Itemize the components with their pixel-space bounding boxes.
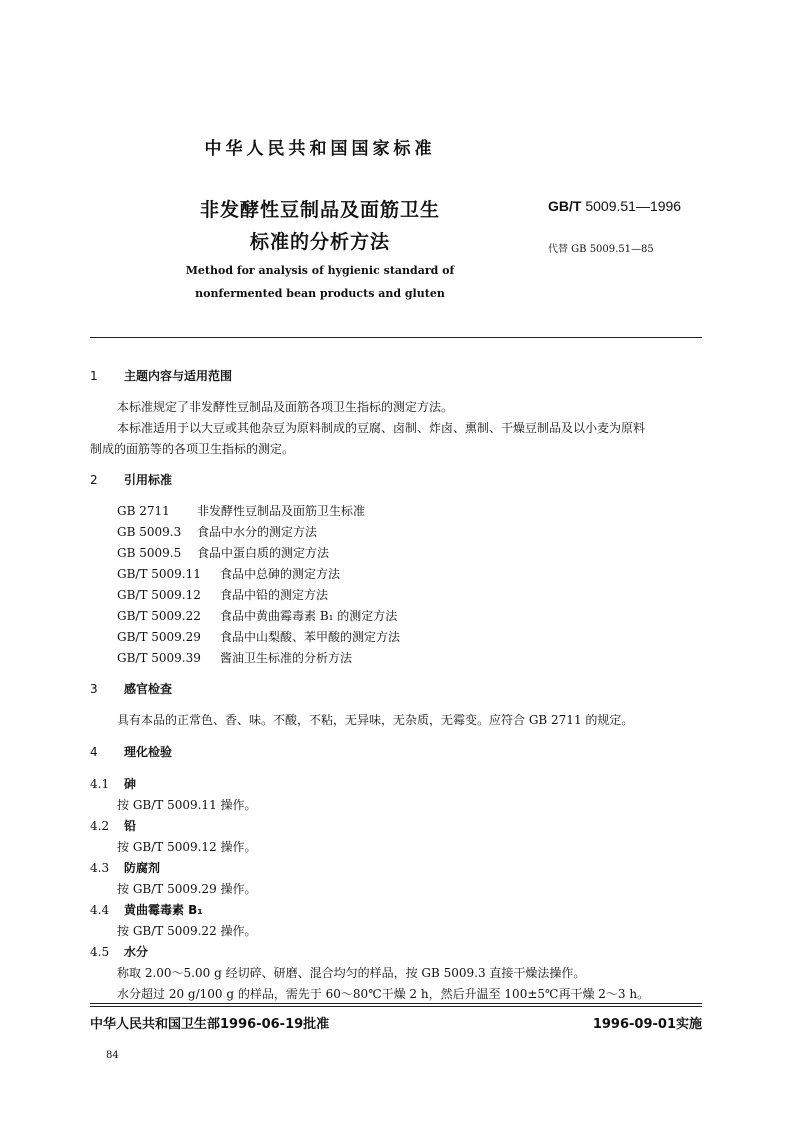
section-1-para-2-line-1: 本标准适用于以大豆或其他杂豆为原料制成的豆腐、卤制、炸卤、熏制、干燥豆制品及以小麦为原料 <box>117 421 646 435</box>
reference-name: 酱油卫生标准的分析方法 <box>220 651 353 665</box>
footer-divider <box>90 1003 702 1004</box>
subsection-label: 防腐剂 <box>124 861 161 875</box>
reference-name: 食品中蛋白质的测定方法 <box>197 546 330 560</box>
subsection-label: 水分 <box>124 945 149 959</box>
page-number: 84 <box>106 1050 119 1061</box>
reference-code: GB 5009.5 <box>117 546 182 560</box>
subsection-label: 砷 <box>124 777 137 791</box>
subsection-number: 4.2 <box>90 819 110 833</box>
reference-name: 非发酵性豆制品及面筋卫生标准 <box>197 504 366 518</box>
reference-code: GB/T 5009.29 <box>117 630 201 644</box>
moisture-method-line-1: 称取 2.00～5.00 g 经切碎、研磨、混合均匀的样品，按 GB 5009.3 直接干燥法操作。 <box>117 966 586 980</box>
reference-name: 食品中水分的测定方法 <box>197 525 318 539</box>
reference-name: 食品中山梨酸、苯甲酸的测定方法 <box>220 630 401 644</box>
subsection-number: 4.4 <box>90 903 110 917</box>
title-cn-line-1: 非发酵性豆制品及面筋卫生 <box>199 199 440 221</box>
footer-divider-thin <box>90 1006 702 1007</box>
subsection-heading <box>90 943 148 960</box>
reference-code: GB/T 5009.39 <box>117 651 201 665</box>
reference-item <box>117 586 328 603</box>
subsection-text: 按 GB/T 5009.12 操作。 <box>117 840 257 854</box>
reference-code: GB/T 5009.12 <box>117 588 201 602</box>
reference-item <box>117 607 397 624</box>
section-4-title: 理化检验 <box>124 745 173 759</box>
section-1-heading <box>90 367 232 384</box>
section-4-heading <box>90 743 172 760</box>
reference-item <box>117 565 340 582</box>
replaces-note: 代替 GB 5009.51—85 <box>548 244 654 255</box>
standard-code-prefix: GB/T <box>548 198 582 214</box>
section-2-heading <box>90 471 172 488</box>
subsection-number: 4.1 <box>90 777 110 791</box>
section-1-title: 主题内容与适用范围 <box>124 369 233 383</box>
header-divider <box>90 337 702 338</box>
section-1-number: 1 <box>90 369 98 383</box>
reference-item <box>117 649 352 666</box>
subsection-text: 按 GB/T 5009.29 操作。 <box>117 882 257 896</box>
section-3-heading <box>90 680 172 697</box>
reference-name: 食品中铅的测定方法 <box>220 588 329 602</box>
title-en-line-1: Method for analysis of hygienic standard of <box>185 264 455 277</box>
section-2-number: 2 <box>90 473 98 487</box>
moisture-method-line-2: 水分超过 20 g/100 g 的样品，需先于 60～80℃干燥 2 h，然后升温至 100±5℃再干燥 2～3 h。 <box>117 987 650 1001</box>
subsection-label: 铅 <box>124 819 137 833</box>
title-cn-line-2: 标准的分析方法 <box>249 231 390 253</box>
effective-date: 1996-09-01实施 <box>592 1017 702 1032</box>
reference-code: GB 2711 <box>117 504 170 518</box>
section-4-number: 4 <box>90 745 98 759</box>
reference-code: GB/T 5009.11 <box>117 567 201 581</box>
reference-item <box>117 502 365 519</box>
subsection-text: 按 GB/T 5009.11 操作。 <box>117 798 257 812</box>
reference-item <box>117 628 400 645</box>
reference-name: 食品中黄曲霉毒素 B₁ 的测定方法 <box>220 609 398 623</box>
approval-date: 中华人民共和国卫生部1996-06-19批准 <box>90 1017 330 1032</box>
section-3-number: 3 <box>90 682 98 696</box>
reference-code: GB/T 5009.22 <box>117 609 201 623</box>
standard-code-number: 5009.51—1996 <box>585 198 682 214</box>
national-standard-heading: 中华人民共和国国家标准 <box>204 139 436 159</box>
standard-code <box>548 198 681 214</box>
subsection-heading <box>90 817 136 834</box>
reference-name: 食品中总砷的测定方法 <box>220 567 341 581</box>
reference-code: GB 5009.3 <box>117 525 182 539</box>
section-3-title: 感官检查 <box>124 682 173 696</box>
subsection-number: 4.3 <box>90 861 110 875</box>
section-3-para-1: 具有本品的正常色、香、味。不酸，不粘，无异味，无杂质，无霉变。应符合 GB 2711 的规定。 <box>117 713 634 727</box>
section-2-title: 引用标准 <box>124 473 173 487</box>
subsection-heading <box>90 901 203 918</box>
title-en-line-2: nonfermented bean products and gluten <box>195 287 445 300</box>
subsection-text: 按 GB/T 5009.22 操作。 <box>117 924 257 938</box>
subsection-heading <box>90 859 160 876</box>
section-1-para-1: 本标准规定了非发酵性豆制品及面筋各项卫生指标的测定方法。 <box>117 400 454 414</box>
reference-item <box>117 544 329 561</box>
subsection-number: 4.5 <box>90 945 110 959</box>
subsection-heading <box>90 775 136 792</box>
subsection-label: 黄曲霉毒素 B₁ <box>124 903 203 917</box>
reference-item <box>117 523 317 540</box>
section-1-para-2-line-2: 制成的面筋等的各项卫生指标的测定。 <box>90 442 295 456</box>
